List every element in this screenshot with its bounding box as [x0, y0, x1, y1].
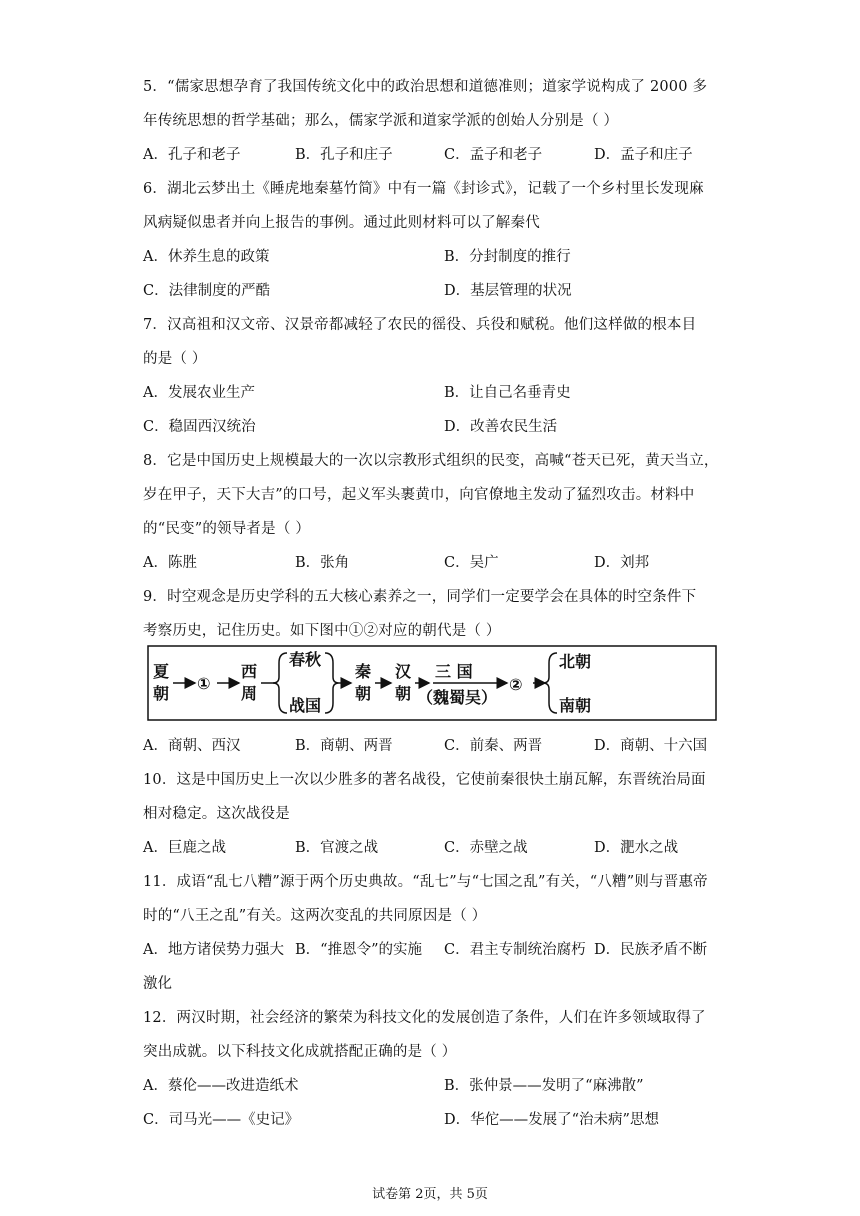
q6-option-b[interactable]: B．分封制度的推行 — [444, 249, 571, 265]
q6-stem-line1: 6．湖北云梦出土《睡虎地秦墓竹简》中有一篇《封诊式》，记载了一个乡村里长发现麻 — [143, 181, 704, 197]
q8-option-a[interactable]: A．陈胜 — [143, 555, 197, 571]
diagram-circle-2: ② — [509, 675, 523, 694]
q10-option-b[interactable]: B．官渡之战 — [295, 840, 379, 856]
q8-stem-line1: 8．它是中国历史上规模最大的一次以宗教形式组织的民变，高喊“苍天已死，黄天当立， — [143, 453, 719, 469]
q9-option-c[interactable]: C．前秦、两晋 — [444, 738, 543, 754]
q8-stem-line3: 的“民变”的领导者是（ ） — [143, 521, 311, 537]
q11-option-d-wrap: 激化 — [143, 976, 172, 992]
q10-option-c[interactable]: C．赤壁之战 — [444, 840, 528, 856]
q11-stem-line1: 11．成语“乱七八糟”源于两个历史典故。“乱七”与“七国之乱”有关，“八糟”则与晋惠帝 — [143, 874, 708, 890]
q8-stem-line2: 岁在甲子，天下大吉”的口号，起义军头裹黄巾，向官僚地主发动了猛烈攻击。材料中 — [143, 487, 695, 503]
q8-option-b[interactable]: B．张角 — [295, 555, 350, 571]
q11-option-a[interactable]: A．地方诸侯势力强大 — [143, 942, 284, 958]
dynasty-timeline-diagram — [147, 645, 717, 721]
q5-option-c[interactable]: C．孟子和老子 — [444, 147, 543, 163]
q11-stem-line2: 时的“八王之乱”有关。这两次变乱的共同原因是（ ） — [143, 908, 487, 924]
q5-option-b[interactable]: B．孔子和庄子 — [295, 147, 393, 163]
q7-option-d[interactable]: D．改善农民生活 — [444, 419, 558, 435]
q5-option-a[interactable]: A．孔子和老子 — [143, 147, 241, 163]
q6-option-d[interactable]: D．基层管理的状况 — [444, 283, 572, 299]
q9-option-a[interactable]: A．商朝、西汉 — [143, 738, 241, 754]
q9-stem-line1: 9．时空观念是历史学科的五大核心素养之一，同学们一定要学会在具体的时空条件下 — [143, 589, 697, 605]
diagram-sanguo: 三 国 — [435, 662, 473, 681]
q11-option-b[interactable]: B．“推恩令”的实施 — [295, 942, 422, 958]
diagram-xia-2: 朝 — [153, 684, 170, 703]
diagram-nanchao: 南朝 — [559, 696, 592, 715]
q6-option-a[interactable]: A．休养生息的政策 — [143, 249, 270, 265]
q7-option-a[interactable]: A．发展农业生产 — [143, 385, 255, 401]
q11-option-c[interactable]: C．君主专制统治腐朽 — [444, 942, 586, 958]
diagram-zhanguo: 战国 — [289, 696, 322, 715]
q10-stem-line1: 10．这是中国历史上一次以少胜多的著名战役，它使前秦很快土崩瓦解，东晋统治局面 — [143, 772, 706, 788]
diagram-han-1: 汉 — [395, 662, 412, 681]
q12-stem-line1: 12．两汉时期，社会经济的繁荣为科技文化的发展创造了条件，人们在许多领域取得了 — [143, 1010, 706, 1026]
diagram-qin-2: 朝 — [355, 684, 372, 703]
q12-option-b[interactable]: B．张仲景——发明了“麻沸散” — [444, 1078, 644, 1094]
diagram-beichao: 北朝 — [559, 652, 592, 671]
q12-option-a[interactable]: A．蔡伦——改进造纸术 — [143, 1078, 299, 1094]
diagram-chunqiu: 春秋 — [289, 650, 322, 669]
q10-stem-line2: 相对稳定。这次战役是 — [143, 806, 290, 822]
q12-option-c[interactable]: C．司马光——《史记》 — [143, 1112, 300, 1128]
diagram-han-2: 朝 — [395, 684, 412, 703]
q5-stem-line1: 5．“儒家思想孕育了我国传统文化中的政治思想和道德准则；道家学说构成了 2000 多 — [143, 79, 708, 95]
q6-option-c[interactable]: C．法律制度的严酷 — [143, 283, 271, 299]
diagram-xizhou-2: 周 — [241, 684, 258, 703]
q9-option-d[interactable]: D．商朝、十六国 — [594, 738, 708, 754]
q5-option-d[interactable]: D．孟子和庄子 — [594, 147, 693, 163]
q10-option-a[interactable]: A．巨鹿之战 — [143, 840, 226, 856]
q11-option-d[interactable]: D．民族矛盾不断 — [594, 942, 708, 958]
page-footer: 试卷第 2页，共 5页 — [372, 1187, 488, 1202]
diagram-xia-1: 夏 — [153, 662, 170, 681]
q12-stem-line2: 突出成就。以下科技文化成就搭配正确的是（ ） — [143, 1044, 457, 1060]
q7-option-b[interactable]: B．让自己名垂青史 — [444, 385, 571, 401]
q12-option-d[interactable]: D．华佗——发展了“治未病”思想 — [444, 1112, 659, 1128]
q9-option-b[interactable]: B．商朝、两晋 — [295, 738, 393, 754]
diagram-xizhou-1: 西 — [241, 662, 258, 681]
q8-option-c[interactable]: C．吴广 — [444, 555, 499, 571]
q7-stem-line1: 7．汉高祖和汉文帝、汉景帝都减轻了农民的徭役、兵役和赋税。他们这样做的根本目 — [143, 317, 697, 333]
q9-stem-line2: 考察历史，记住历史。如下图中①②对应的朝代是（ ） — [143, 623, 501, 639]
q10-option-d[interactable]: D．淝水之战 — [594, 840, 679, 856]
q5-stem-line2: 年传统思想的哲学基础；那么，儒家学派和道家学派的创始人分别是（ ） — [143, 113, 619, 129]
diagram-weishuwu: （魏蜀吴） — [417, 688, 498, 707]
q6-stem-line2: 风病疑似患者并向上报告的事例。通过此则材料可以了解秦代 — [143, 215, 540, 231]
diagram-qin-1: 秦 — [355, 662, 372, 681]
q8-option-d[interactable]: D．刘邦 — [594, 555, 650, 571]
diagram-circle-1: ① — [197, 674, 211, 693]
q7-stem-line2: 的是（ ） — [143, 351, 207, 367]
q7-option-c[interactable]: C．稳固西汉统治 — [143, 419, 256, 435]
